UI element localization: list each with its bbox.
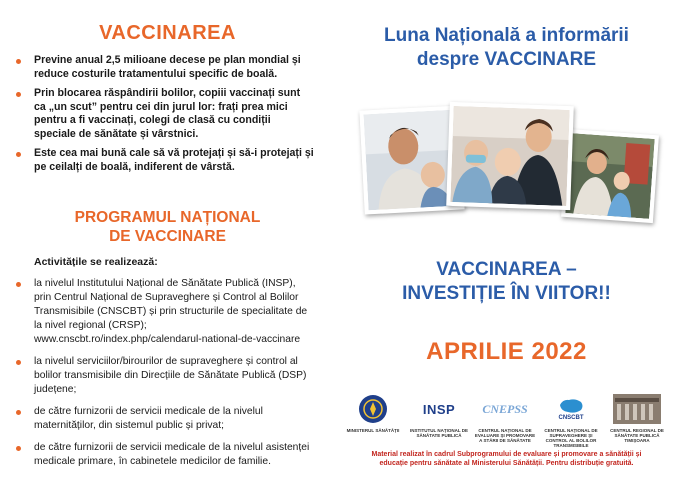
bullet-dot-icon xyxy=(16,360,21,365)
bullet-dot-icon xyxy=(16,446,21,451)
romania-map-icon xyxy=(557,397,585,415)
partner-logos xyxy=(342,394,672,446)
cnepss-wordmark: CNEPSS xyxy=(482,401,528,416)
cnscbt-logo: CNSCBT CENTRUL NAȚIONAL DE SUPRAVEGHERE ȘI CONTROL AL BOLILOR TRANSMISIBILE xyxy=(540,394,602,448)
ministry-logo: MINISTERUL SĂNĂTĂȚII xyxy=(342,394,404,433)
list-item: de către furnizorii de servicii medicale de la nivelul maternităților, din sistemul public și privat; xyxy=(14,405,314,433)
list-item: la nivelul serviciilor/birourilor de supraveghere și control al bolilor transmisibile din Direcțiile de Sănătate Publică (DSP) județene; xyxy=(14,355,314,397)
cnepss-logo: CNEPSS CENTRUL NAȚIONAL DE EVALUARE ȘI PROMOVARE A STĂRII DE SĂNĂTATE xyxy=(474,401,536,443)
nurse-baby-image xyxy=(450,106,569,206)
insp-logo: INSP INSTITUTUL NAȚIONAL DE SĂNĂTATE PUBLICĂ xyxy=(409,401,469,438)
family-image xyxy=(565,133,654,219)
bullet-dot-icon xyxy=(16,92,21,97)
photo-family xyxy=(561,129,659,223)
list-item: de către furnizorii de servicii medicale de la nivelul asistenței medicale primare, în cabinetele medicilor de familie. xyxy=(14,441,314,469)
benefits-list xyxy=(14,54,314,180)
activities-list xyxy=(14,277,314,477)
list-item: Prin blocarea răspândirii bolilor, copiii vaccinați sunt ca „un scut” pentru cei din jurul lor: frați prea mici pentru a fi vaccinați, colegi de clasă cu condiții speciale de sănătate și vârstnici. xyxy=(14,87,314,141)
bullet-dot-icon xyxy=(16,410,21,415)
vaccinarea-heading: VACCINAREA xyxy=(99,22,236,44)
left-panel xyxy=(0,0,335,477)
list-item: Previne anual 2,5 milioane decese pe plan mondial și reduce costurile tratamentului specific de boală. xyxy=(14,54,314,81)
photo-nurse-baby xyxy=(446,102,574,210)
bullet-dot-icon xyxy=(16,152,21,157)
program-heading: PROGRAMUL NAȚIONAL DE VACCINARE xyxy=(74,209,261,245)
list-item: Este cea mai bună cale să vă protejați și să-i protejați și pe ceilalți de boală, indiferent de vârstă. xyxy=(14,147,314,174)
photo-collage xyxy=(338,88,675,218)
cnscbt-wordmark: CNSCBT xyxy=(558,415,584,421)
crsp-building-icon xyxy=(606,394,668,424)
campaign-date: APRILIE 2022 xyxy=(426,338,587,365)
list-item: la nivelul Institutului Național de Sănătate Publică (INSP), prin Centrul Național de Supraveghere și Control al Bolilor Transmisibile (CNSCBT) și prin structurile de specialitate de la nivel regional (CRSP); www.cnscbt.ro/index.php/calendarul-national-de-vaccinare xyxy=(14,277,314,347)
campaign-title: Luna Națională a informării despre VACCINARE xyxy=(384,25,629,70)
right-panel xyxy=(338,0,675,477)
footer-note: Material realizat în cadrul Subprogramului de evaluare și promovare a sănătății și educație pentru sănătate al Ministerului Sănătății. Pentru distribuție gratuită. xyxy=(371,451,642,467)
bullet-dot-icon xyxy=(16,59,21,64)
ministry-emblem-icon xyxy=(342,394,404,424)
slogan: VACCINAREA – INVESTIȚIE ÎN VIITOR!! xyxy=(402,259,611,304)
crsp-logo: CENTRUL REGIONAL DE SĂNĂTATE PUBLICĂ TIMIȘOARA xyxy=(606,394,668,443)
insp-wordmark: INSP xyxy=(422,401,456,417)
bullet-dot-icon xyxy=(16,282,21,287)
activities-label: Activitățile se realizează: xyxy=(34,256,158,268)
